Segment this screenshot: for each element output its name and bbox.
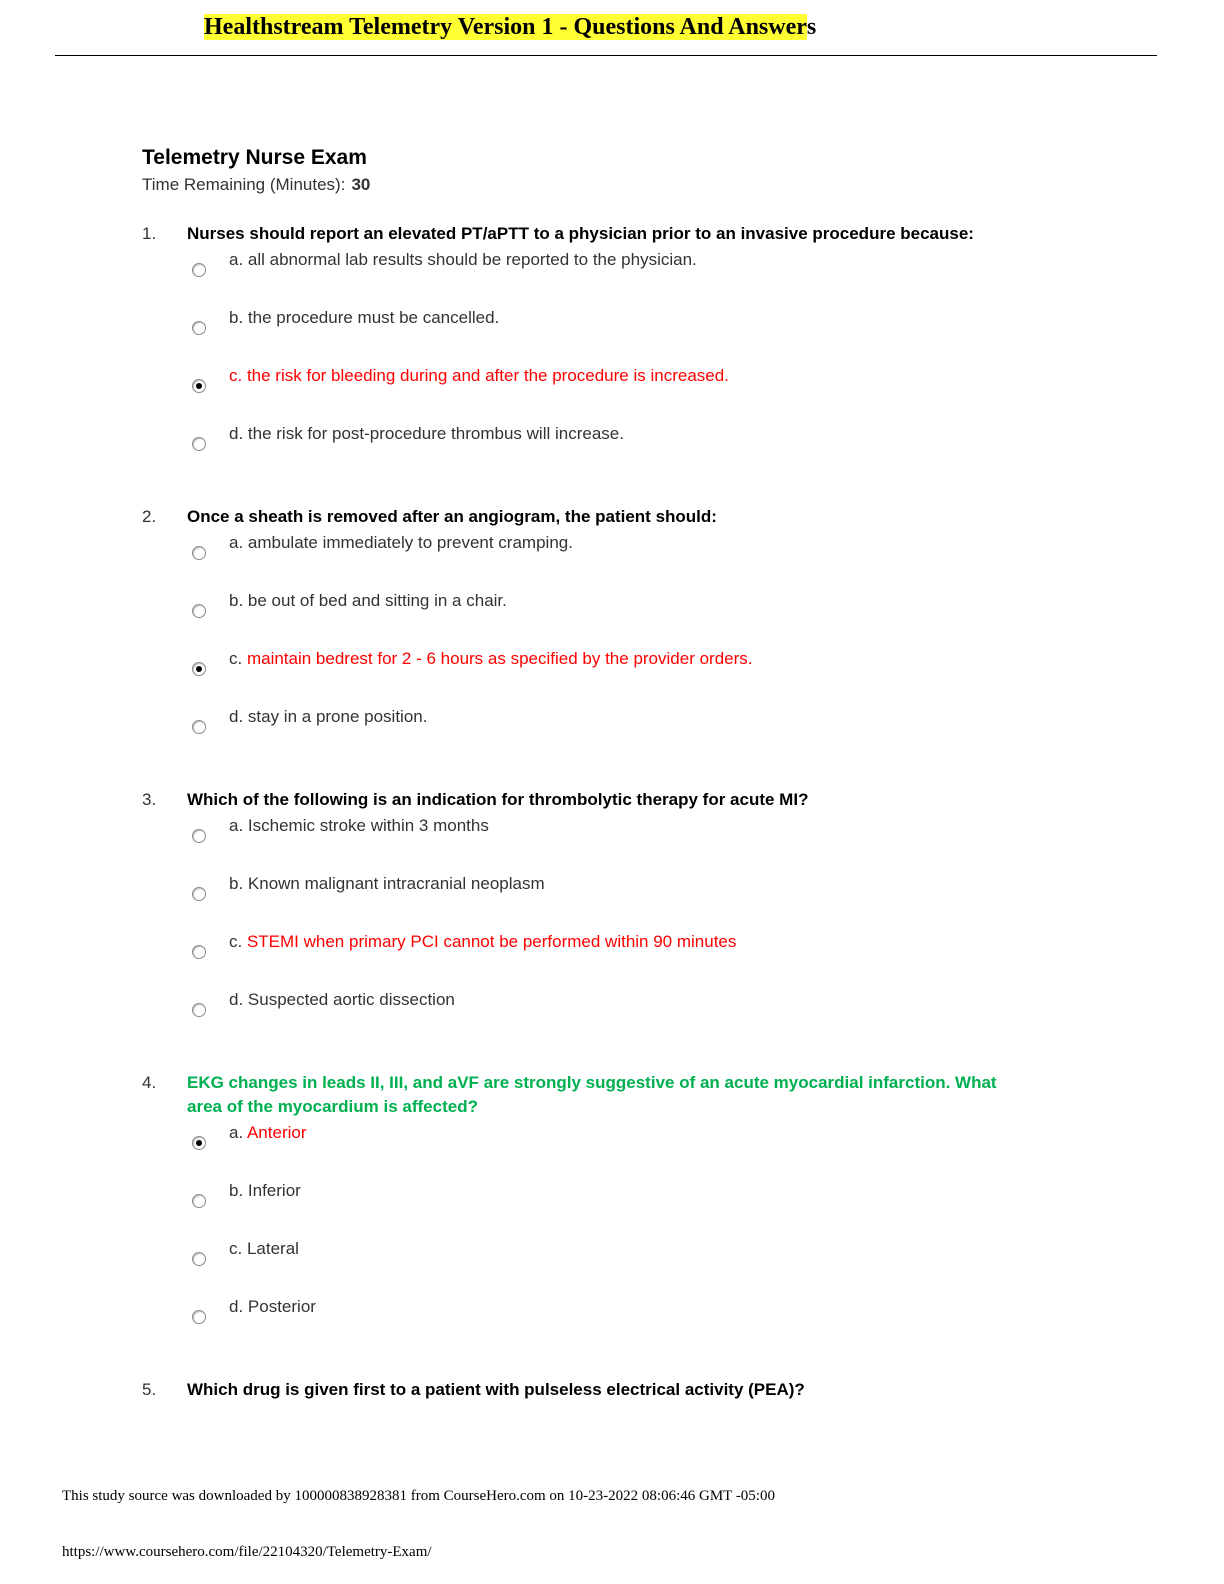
exam-title: Telemetry Nurse Exam: [142, 146, 367, 169]
answer-option-d[interactable]: [0, 988, 1224, 1046]
option-prefix: a.: [229, 1123, 247, 1142]
option-prefix: a.: [229, 533, 248, 552]
answer-option-label: [229, 1295, 316, 1319]
answer-option-d[interactable]: [0, 422, 1224, 480]
radio-button[interactable]: [192, 887, 206, 901]
time-remaining-value: 30: [351, 175, 371, 194]
radio-button[interactable]: [192, 1136, 206, 1150]
answer-option-b[interactable]: [0, 589, 1224, 647]
option-prefix: c.: [229, 932, 247, 951]
question-text: Which drug is given first to a patient with pulseless electrical activity (PEA)?: [187, 1380, 805, 1399]
radio-button[interactable]: [192, 321, 206, 335]
answer-option-label: [229, 872, 545, 896]
radio-button[interactable]: [192, 1003, 206, 1017]
answer-option-label: [229, 647, 753, 671]
answer-option-label: [229, 1237, 299, 1261]
radio-button[interactable]: [192, 604, 206, 618]
option-prefix: a.: [229, 250, 248, 269]
option-text: the procedure must be cancelled.: [247, 308, 500, 327]
radio-button[interactable]: [192, 437, 206, 451]
option-text: Posterior: [247, 1297, 316, 1316]
answer-option-c[interactable]: [0, 647, 1224, 705]
question-text: EKG changes in leads II, III, and aVF are strongly suggestive of an acute myocardial infarction. What area of the myocardium is affected?: [187, 1073, 997, 1116]
option-prefix: d.: [229, 990, 248, 1009]
option-text: Lateral: [246, 1239, 299, 1258]
question-number: 4.: [142, 1073, 157, 1092]
option-text: the risk for post-procedure thrombus will increase.: [247, 424, 624, 443]
option-prefix: b.: [229, 1181, 248, 1200]
radio-button[interactable]: [192, 263, 206, 277]
option-text: the risk for bleeding during and after the procedure is increased.: [246, 366, 729, 385]
header-divider: [55, 55, 1157, 56]
document-title-highlight: Healthstream Telemetry Version 1 - Questions And Answer: [204, 14, 807, 40]
option-text: all abnormal lab results should be reported to the physician.: [247, 250, 697, 269]
answer-option-label: [229, 1121, 307, 1145]
answer-option-label: [229, 422, 624, 446]
option-text: stay in a prone position.: [247, 707, 428, 726]
option-prefix: d.: [229, 707, 248, 726]
option-prefix: c.: [229, 366, 247, 385]
answer-option-c[interactable]: [0, 364, 1224, 422]
footer-url[interactable]: https://www.coursehero.com/file/22104320/Telemetry-Exam/: [62, 1544, 432, 1560]
time-remaining-label: Time Remaining (Minutes):: [142, 175, 346, 194]
answer-option-a[interactable]: [0, 248, 1224, 306]
answer-option-c[interactable]: [0, 1237, 1224, 1295]
answer-option-label: [229, 306, 499, 330]
option-prefix: b.: [229, 591, 248, 610]
radio-button[interactable]: [192, 379, 206, 393]
question-text: Once a sheath is removed after an angiogram, the patient should:: [187, 507, 717, 526]
option-prefix: a.: [229, 816, 248, 835]
option-text: Ischemic stroke within 3 months: [247, 816, 489, 835]
option-prefix: c.: [229, 1239, 247, 1258]
option-text: Anterior: [246, 1123, 307, 1142]
answer-option-label: [229, 1179, 301, 1203]
option-text: Inferior: [247, 1181, 301, 1200]
option-text: Known malignant intracranial neoplasm: [247, 874, 545, 893]
option-text: STEMI when primary PCI cannot be performed within 90 minutes: [246, 932, 737, 951]
answer-option-b[interactable]: [0, 872, 1224, 930]
option-text: be out of bed and sitting in a chair.: [247, 591, 507, 610]
answer-option-d[interactable]: [0, 1295, 1224, 1353]
option-text: maintain bedrest for 2 - 6 hours as specified by the provider orders.: [246, 649, 753, 668]
question-number: 3.: [142, 790, 157, 809]
radio-button[interactable]: [192, 546, 206, 560]
footer-source-note: This study source was downloaded by 100000838928381 from CourseHero.com on 10-23-2022 08:06:46 GMT -05:00: [62, 1488, 775, 1504]
radio-button[interactable]: [192, 1252, 206, 1266]
radio-dot-icon: [196, 1140, 202, 1146]
answer-option-label: [229, 930, 736, 954]
question-number: 5.: [142, 1380, 157, 1399]
radio-button[interactable]: [192, 945, 206, 959]
option-prefix: d.: [229, 424, 248, 443]
option-prefix: b.: [229, 874, 248, 893]
question-number: 2.: [142, 507, 157, 526]
radio-button[interactable]: [192, 662, 206, 676]
answer-option-a[interactable]: [0, 531, 1224, 589]
option-text: ambulate immediately to prevent cramping.: [247, 533, 573, 552]
question-number: 1.: [142, 224, 157, 243]
question-text: Nurses should report an elevated PT/aPTT to a physician prior to an invasive procedure because:: [187, 224, 974, 243]
answer-option-label: [229, 531, 573, 555]
radio-dot-icon: [196, 383, 202, 389]
question-text: Which of the following is an indication for thrombolytic therapy for acute MI?: [187, 790, 809, 809]
answer-option-label: [229, 705, 427, 729]
answer-option-a[interactable]: [0, 814, 1224, 872]
answer-option-d[interactable]: [0, 705, 1224, 763]
option-text: Suspected aortic dissection: [247, 990, 455, 1009]
radio-button[interactable]: [192, 1194, 206, 1208]
answer-option-b[interactable]: [0, 1179, 1224, 1237]
answer-option-c[interactable]: [0, 930, 1224, 988]
radio-button[interactable]: [192, 720, 206, 734]
radio-button[interactable]: [192, 1310, 206, 1324]
option-prefix: d.: [229, 1297, 248, 1316]
answer-option-label: [229, 248, 697, 272]
radio-dot-icon: [196, 666, 202, 672]
document-title: [204, 12, 816, 42]
answer-option-label: [229, 364, 729, 388]
option-prefix: b.: [229, 308, 248, 327]
document-title-tail: s: [806, 14, 817, 40]
answer-option-b[interactable]: [0, 306, 1224, 364]
time-remaining: [142, 173, 370, 197]
answer-option-label: [229, 589, 507, 613]
option-prefix: c.: [229, 649, 247, 668]
answer-option-label: [229, 814, 489, 838]
answer-option-label: [229, 988, 455, 1012]
answer-option-a[interactable]: [0, 1121, 1224, 1179]
radio-button[interactable]: [192, 829, 206, 843]
